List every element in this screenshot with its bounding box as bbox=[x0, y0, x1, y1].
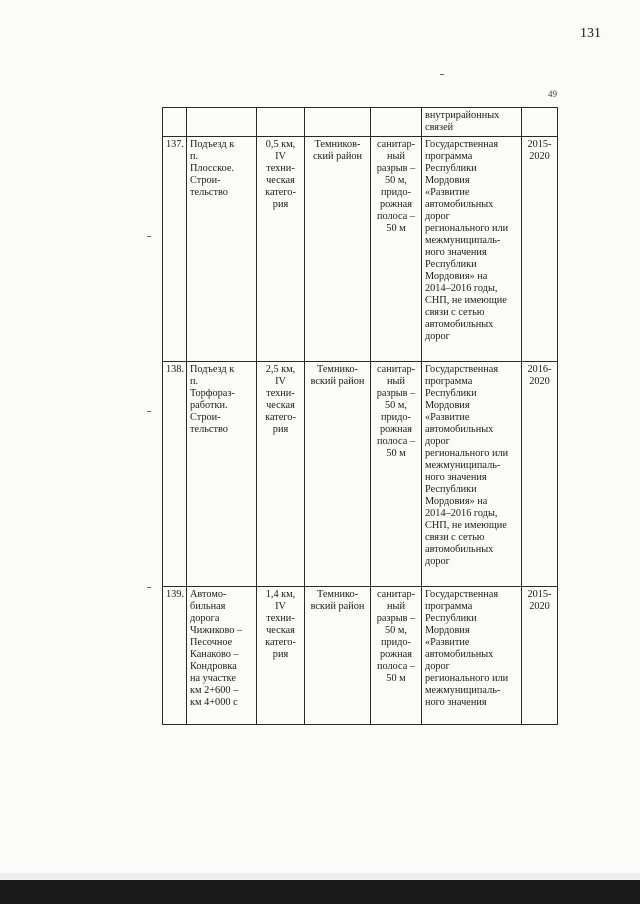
data-table bbox=[162, 107, 558, 725]
table-row bbox=[163, 587, 558, 725]
program-line: ного значения bbox=[425, 247, 487, 258]
program-line: дорог bbox=[425, 436, 450, 447]
program-line: СНП, не имеющие bbox=[425, 295, 507, 306]
name-line: Чижиково – bbox=[190, 625, 243, 636]
table-row bbox=[163, 362, 558, 587]
name-line: км 4+000 с bbox=[190, 697, 238, 708]
cell-years bbox=[522, 108, 558, 137]
program-line: 2014–2016 годы, bbox=[425, 283, 498, 294]
sub-page-number: 49 bbox=[548, 89, 557, 99]
cell-district bbox=[305, 137, 371, 362]
cell-program bbox=[422, 362, 522, 587]
years-line: 2015- bbox=[527, 589, 552, 600]
program-line: Республики bbox=[425, 259, 477, 270]
gap-line: 50 м, bbox=[385, 175, 407, 186]
name-line: п. bbox=[190, 376, 199, 387]
scan-speck bbox=[440, 74, 444, 75]
program-line: автомобильных bbox=[425, 649, 494, 660]
name-line: Подъезд к bbox=[190, 139, 235, 150]
gap-line: полоса – bbox=[376, 661, 416, 672]
length-line: техни- bbox=[266, 613, 295, 624]
program-line: Государственная bbox=[425, 589, 499, 600]
program-line: Республики bbox=[425, 613, 477, 624]
gap-line: придо- bbox=[381, 187, 411, 198]
gap-line: разрыв – bbox=[376, 613, 416, 624]
gap-line: разрыв – bbox=[376, 163, 416, 174]
length-line: рия bbox=[272, 649, 289, 660]
table-row bbox=[163, 137, 558, 362]
program-line: межмуниципаль- bbox=[425, 460, 501, 471]
program-line: Мордовия bbox=[425, 625, 470, 636]
gap-line: 50 м, bbox=[385, 400, 407, 411]
gap-line: 50 м bbox=[386, 223, 406, 234]
cell-num: 138. bbox=[163, 362, 187, 587]
program-line: внутрирайонных bbox=[425, 110, 500, 121]
scan-border bbox=[0, 880, 640, 904]
program-line: программа bbox=[425, 151, 473, 162]
program-line: дорог bbox=[425, 661, 450, 672]
program-line: связей bbox=[425, 122, 454, 133]
length-line: IV bbox=[275, 601, 286, 612]
scan-speck bbox=[147, 411, 151, 412]
length-line: катего- bbox=[265, 412, 296, 423]
cell-num: 137. bbox=[163, 137, 187, 362]
cell-length bbox=[257, 108, 305, 137]
program-line: программа bbox=[425, 601, 473, 612]
length-line: ческая bbox=[266, 400, 295, 411]
cell-length bbox=[257, 137, 305, 362]
gap-line: полоса – bbox=[376, 211, 416, 222]
program-line: дорог bbox=[425, 211, 450, 222]
name-line: бильная bbox=[190, 601, 226, 612]
district-line: вский район bbox=[310, 376, 365, 387]
program-line: Мордовия bbox=[425, 175, 470, 186]
cell-program bbox=[422, 108, 522, 137]
program-line: Республики bbox=[425, 163, 477, 174]
program-line: 2014–2016 годы, bbox=[425, 508, 498, 519]
gap-line: ный bbox=[387, 151, 405, 162]
years-line: 2020 bbox=[529, 601, 550, 612]
program-line: ного значения bbox=[425, 472, 487, 483]
cell-gap bbox=[371, 362, 422, 587]
gap-line: ный bbox=[387, 376, 405, 387]
gap-line: придо- bbox=[381, 637, 411, 648]
length-line: 1,4 км, bbox=[265, 589, 296, 600]
program-line: дорог bbox=[425, 331, 450, 342]
program-line: Мордовия bbox=[425, 400, 470, 411]
name-line: Строи- bbox=[190, 175, 221, 186]
name-line: Плосское. bbox=[190, 163, 235, 174]
program-line: «Развитие bbox=[425, 187, 470, 198]
cell-gap bbox=[371, 587, 422, 725]
table-row-fragment bbox=[163, 108, 558, 137]
name-line: п. bbox=[190, 151, 199, 162]
name-line: тельство bbox=[190, 424, 228, 435]
gap-line: санитар- bbox=[376, 364, 416, 375]
program-line: ного значения bbox=[425, 697, 487, 708]
program-line: автомобильных bbox=[425, 319, 494, 330]
cell-num: 139. bbox=[163, 587, 187, 725]
gap-line: разрыв – bbox=[376, 388, 416, 399]
length-line: ческая bbox=[266, 175, 295, 186]
program-line: дорог bbox=[425, 556, 450, 567]
program-line: межмуниципаль- bbox=[425, 235, 501, 246]
gap-line: 50 м, bbox=[385, 625, 407, 636]
length-line: техни- bbox=[266, 163, 295, 174]
cell-length bbox=[257, 587, 305, 725]
length-line: рия bbox=[272, 424, 289, 435]
years-line: 2015- bbox=[527, 139, 552, 150]
name-line: Песочное bbox=[190, 637, 233, 648]
program-line: связи с сетью bbox=[425, 307, 485, 318]
program-line: межмуниципаль- bbox=[425, 685, 501, 696]
gap-line: 50 м bbox=[386, 448, 406, 459]
cell-num bbox=[163, 108, 187, 137]
page-number: 131 bbox=[580, 26, 601, 41]
district-line: Темнико- bbox=[316, 589, 359, 600]
program-line: СНП, не имеющие bbox=[425, 520, 507, 531]
length-line: катего- bbox=[265, 637, 296, 648]
name-line: Подъезд к bbox=[190, 364, 235, 375]
cell-program bbox=[422, 587, 522, 725]
length-line: 0,5 км, bbox=[265, 139, 296, 150]
program-line: «Развитие bbox=[425, 637, 470, 648]
program-line: регионального или bbox=[425, 673, 509, 684]
cell-gap bbox=[371, 108, 422, 137]
cell-program bbox=[422, 137, 522, 362]
gap-line: 50 м bbox=[386, 673, 406, 684]
cell-years bbox=[522, 587, 558, 725]
name-line: тельство bbox=[190, 187, 228, 198]
name-line: Торфораз- bbox=[190, 388, 235, 399]
gap-line: ный bbox=[387, 601, 405, 612]
length-line: 2,5 км, bbox=[265, 364, 296, 375]
cell-name bbox=[187, 108, 257, 137]
district-line: Темнико- bbox=[316, 364, 359, 375]
scan-border bbox=[0, 873, 640, 880]
program-line: программа bbox=[425, 376, 473, 387]
gap-line: рожная bbox=[380, 424, 412, 435]
length-line: IV bbox=[275, 376, 286, 387]
program-line: регионального или bbox=[425, 223, 509, 234]
cell-name bbox=[187, 137, 257, 362]
length-line: рия bbox=[272, 199, 289, 210]
length-line: IV bbox=[275, 151, 286, 162]
cell-name bbox=[187, 362, 257, 587]
district-line: Темников- bbox=[314, 139, 361, 150]
program-line: Мордовия» на bbox=[425, 271, 488, 282]
cell-years bbox=[522, 137, 558, 362]
gap-line: полоса – bbox=[376, 436, 416, 447]
cell-years bbox=[522, 362, 558, 587]
name-line: Строи- bbox=[190, 412, 221, 423]
program-line: автомобильных bbox=[425, 199, 494, 210]
gap-line: рожная bbox=[380, 199, 412, 210]
gap-line: санитар- bbox=[376, 139, 416, 150]
gap-line: рожная bbox=[380, 649, 412, 660]
district-line: вский район bbox=[310, 601, 365, 612]
program-line: Мордовия» на bbox=[425, 496, 488, 507]
years-line: 2016- bbox=[527, 364, 552, 375]
name-line: км 2+600 – bbox=[190, 685, 239, 696]
scan-speck bbox=[147, 587, 151, 588]
cell-district bbox=[305, 587, 371, 725]
cell-name bbox=[187, 587, 257, 725]
program-line: регионального или bbox=[425, 448, 509, 459]
name-line: Кондровка bbox=[190, 661, 237, 672]
district-line: ский район bbox=[312, 151, 363, 162]
name-line: Канаково – bbox=[190, 649, 239, 660]
program-line: Республики bbox=[425, 388, 477, 399]
program-line: Государственная bbox=[425, 364, 499, 375]
years-line: 2020 bbox=[529, 151, 550, 162]
cell-district bbox=[305, 108, 371, 137]
program-line: Государственная bbox=[425, 139, 499, 150]
name-line: Автомо- bbox=[190, 589, 227, 600]
program-line: автомобильных bbox=[425, 424, 494, 435]
name-line: на участке bbox=[190, 673, 236, 684]
length-line: техни- bbox=[266, 388, 295, 399]
gap-line: придо- bbox=[381, 412, 411, 423]
cell-length bbox=[257, 362, 305, 587]
program-line: связи с сетью bbox=[425, 532, 485, 543]
name-line: работки. bbox=[190, 400, 228, 411]
program-line: «Развитие bbox=[425, 412, 470, 423]
years-line: 2020 bbox=[529, 376, 550, 387]
gap-line: санитар- bbox=[376, 589, 416, 600]
length-line: ческая bbox=[266, 625, 295, 636]
cell-district bbox=[305, 362, 371, 587]
length-line: катего- bbox=[265, 187, 296, 198]
program-line: автомобильных bbox=[425, 544, 494, 555]
program-line: Республики bbox=[425, 484, 477, 495]
name-line: дорога bbox=[190, 613, 220, 624]
cell-gap bbox=[371, 137, 422, 362]
scan-speck bbox=[147, 236, 151, 237]
